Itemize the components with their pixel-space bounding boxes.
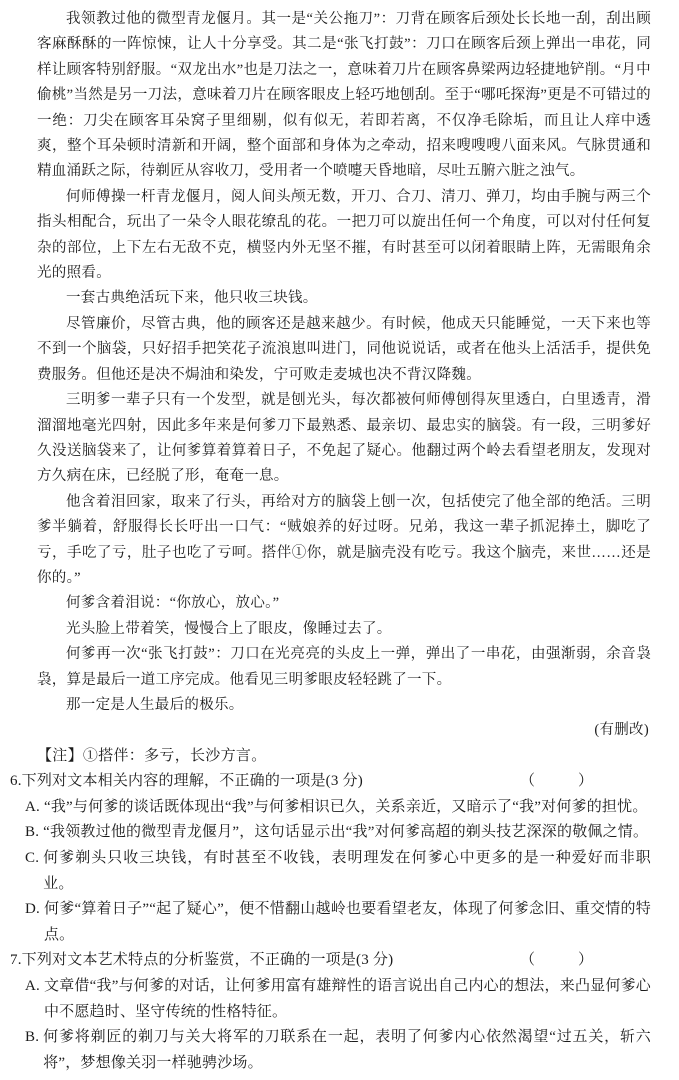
question-section (10, 769, 651, 1076)
option-text-a: 文章借“我”与何爹的对话，让何爹用富有雄辩性的语言说出自己内心的想法，来凸显何爹心中不愿趋时、坚守传统的性格特征。 (43, 977, 651, 1020)
passage-paragraph-1: 我领教过他的微型青龙偃月。其一是“关公拖刀”：刀背在顾客后颈处长长地一刮，刮出顾客麻酥酥的一阵惊悚，让人十分享受。其二是“张飞打鼓”：刀口在顾客后颈上弹出一串花，同样让顾客特别舒服。“双龙出水”也是刀法之一，意味着刀片在顾客鼻梁两边轻捷地铲削。“月中偷桃”当然是另一刀法，意味着刀片在顾客眼皮上轻巧地刨刮。至于“哪吒探海”更是不可错过的一绝：刀尖在顾客耳朵窝子里细剔，似有似无，若即若离，不仅净毛除垢，而且让人痒中透爽，整个耳朵顿时清新和开阔，整个面部和身体为之牵动，招来嗖嗖嗖八面来风。气脉贯通和精血涌跃之际，待剃匠从容收刀，受用者一个喷嚏天昏地暗，尽吐五腑六脏之浊气。 (37, 11, 651, 180)
passage-paragraph-8: 光头脸上带着笑，慢慢合上了眼皮，像睡过去了。 (66, 620, 392, 637)
option-label-b: B. (25, 1029, 40, 1046)
option-text-d: 何爹“算着日子”“起了疑心”，便不惜翻山越岭也要看望老友，体现了何爹念旧、重交情的特点。 (43, 901, 651, 943)
option-label-a: A. (25, 977, 40, 994)
question-6-number: 6. (10, 773, 22, 790)
reading-passage (37, 7, 651, 769)
question-7-answer-bracket: （ ） (519, 952, 607, 969)
question-6-option-c (25, 846, 651, 897)
question-7-stem (10, 948, 651, 974)
passage-paragraph-4: 尽管廉价，尽管古典，他的顾客还是越来越少。有时候，他成天只能睡觉，一天下来也等不到一个脑袋，只好招手把笑花子流浪崽叫进门，同他说说话，或者在他头上活活手，提供免费服务。但他还是决不焗油和染发，宁可败走麦城也决不背汉降魏。 (37, 315, 651, 383)
option-text-b: “我领教过他的微型青龙偃月”，这句话显示出“我”对何爹高超的剃头技艺深深的敬佩之情。 (43, 824, 649, 841)
question-7-title: 下列对文本艺术特点的分析鉴赏，不正确的一项是(3 分) (21, 952, 394, 969)
question-7 (10, 948, 651, 1076)
option-label-b: B. (25, 824, 40, 841)
option-text-a: “我”与何爹的谈话既体现出“我”与何爹相识已久，关系亲近，又暗示了“我”对何爹的担忧。 (43, 798, 648, 815)
option-text-b: 何爹将剃匠的剃刀与关大将军的刀联系在一起，表明了何爹内心依然渴望“过五关，斩六将”，梦想像关羽一样驰骋沙场。 (43, 1029, 651, 1071)
question-6-stem (10, 769, 651, 795)
passage-paragraph-5: 三明爹一辈子只有一个发型，就是刨光头，每次都被何师傅刨得灰里透白，白里透青，滑溜溜地毫光四射，因此多年来是何爹刀下最熟悉、最亲切、最忠实的脑袋。有一段，三明爹好久没送脑袋来了，让何爹算着算着日子，不免起了疑心。他翻过两个岭去看望老朋友，发现对方久病在床，已经脱了形，奄奄一息。 (37, 392, 651, 485)
passage-paragraph-7: 何爹含着泪说：“你放心，放心。” (66, 595, 280, 612)
passage-footnote: 【注】①搭伴：多亏，长沙方言。 (37, 747, 267, 764)
option-label-c: C. (25, 849, 40, 866)
question-6 (10, 769, 651, 948)
question-6-option-d (25, 897, 651, 948)
question-6-stem-text (10, 769, 363, 795)
option-text-c: 何爹剃头只收三块钱，有时甚至不收钱，表明理发在何爹心中更多的是一种爱好而非职业。 (43, 849, 651, 892)
passage-paragraph-3: 一套古典绝活玩下来，他只收三块钱。 (66, 290, 318, 307)
question-6-option-b (25, 820, 651, 846)
question-6-title: 下列对文本相关内容的理解，不正确的一项是(3 分) (21, 773, 363, 790)
question-6-option-a (25, 795, 651, 821)
passage-attribution: (有删改) (594, 722, 649, 739)
passage-paragraph-6: 他含着泪回家，取来了行头，再给对方的脑袋上刨一次，包括使完了他全部的绝活。三明爹半躺着，舒服得长长吁出一口气：“贼娘养的好过呀。兄弟，我这一辈子抓泥捧土，脚吃了亏，手吃了亏，肚子也吃了亏呵。搭伴①你，就是脑壳没有吃亏。我这个脑壳，来世……还是你的。” (37, 493, 651, 586)
passage-paragraph-10: 那一定是人生最后的极乐。 (66, 696, 244, 713)
question-7-number: 7. (10, 952, 22, 969)
question-7-option-b (25, 1025, 651, 1076)
question-7-stem-text (10, 948, 393, 974)
question-7-option-a (25, 974, 651, 1025)
passage-paragraph-9: 何爹再一次“张飞打鼓”：刀口在光亮亮的头皮上一弹，弹出了一串花，由强渐弱，余音袅袅，算是最后一道工序完成。他看见三明爹眼皮轻轻跳了一下。 (37, 646, 651, 688)
question-6-answer-bracket: （ ） (519, 773, 607, 790)
option-label-a: A. (25, 798, 40, 815)
passage-paragraph-2: 何师傅操一杆青龙偃月，阅人间头颅无数，开刀、合刀、清刀、弹刀，均由手腕与两三个指头相配合，玩出了一朵令人眼花缭乱的花。一把刀可以旋出任何一个角度，可以对付任何复杂的部位，上下左右无敌不克，横竖内外无坚不摧，有时甚至可以闭着眼睛上阵，无需眼角余光的照看。 (37, 188, 651, 282)
option-label-d: D. (25, 901, 40, 918)
